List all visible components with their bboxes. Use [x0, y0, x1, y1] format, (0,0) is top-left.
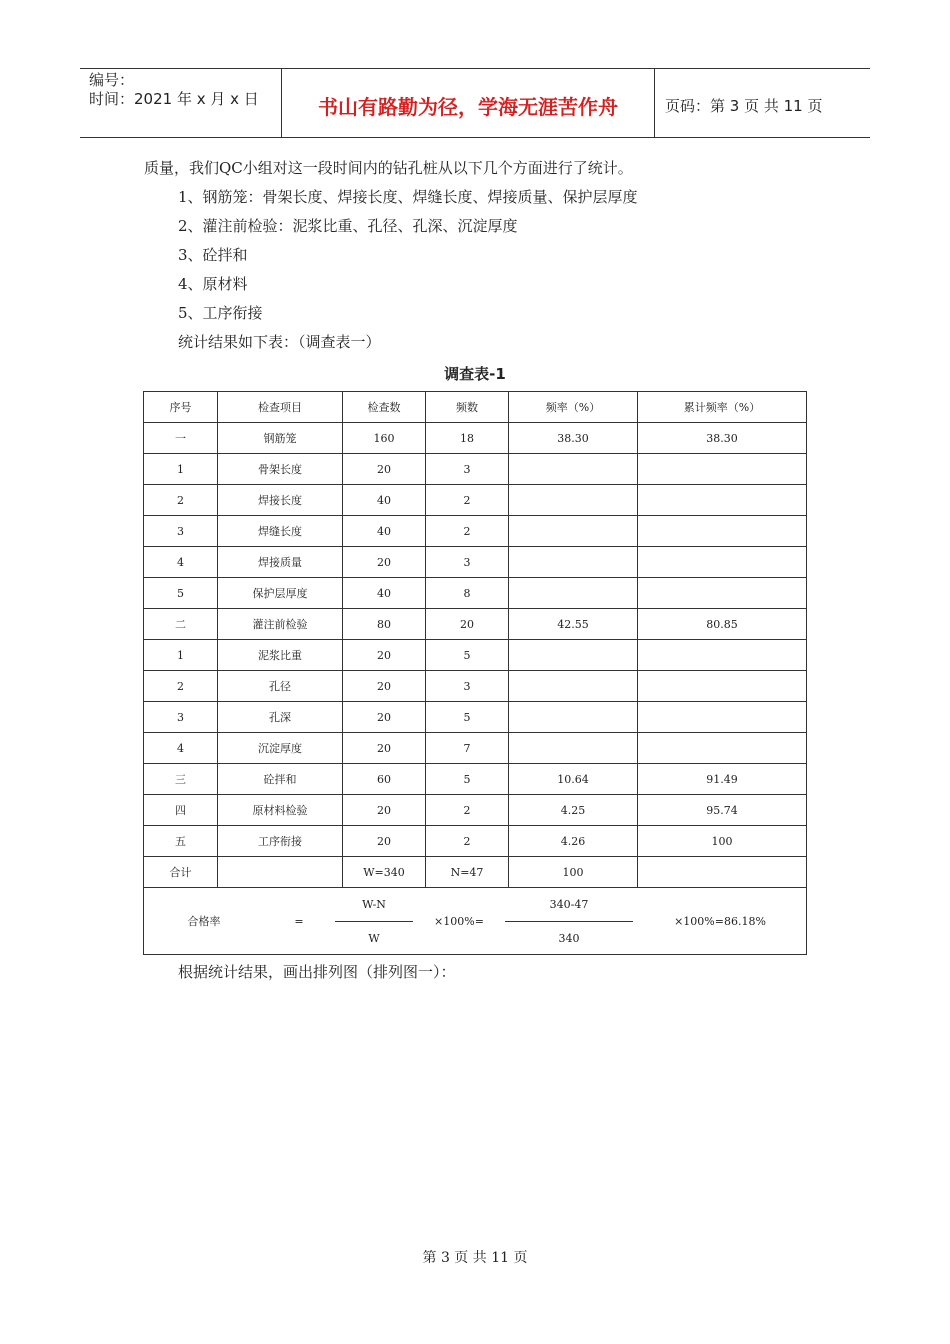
fraction-numerator: 340-47: [549, 897, 589, 911]
table-row: [144, 640, 807, 671]
cell-count: 60: [343, 764, 426, 795]
fraction-denominator: 340: [558, 931, 580, 945]
cell-index: 1: [144, 454, 218, 485]
header-page-info: 页码：第 3 页 共 11 页: [665, 96, 823, 115]
cell-frequency: 2: [426, 826, 509, 857]
cell-rate: [509, 702, 638, 733]
cell-count: 20: [343, 795, 426, 826]
cell-cumulative-rate: 38.30: [638, 423, 807, 454]
cell-frequency: N=47: [426, 857, 509, 888]
cell-item: 保护层厚度: [218, 578, 343, 609]
cell-index: 一: [144, 423, 218, 454]
fraction-formula: [334, 898, 414, 945]
paragraph: 质量，我们QC小组对这一段时间内的钻孔桩从以下几个方面进行了统计。: [144, 159, 633, 177]
paragraph: 1、钢筋笼：骨架长度、焊接长度、焊缝长度、焊接质量、保护层厚度: [178, 188, 638, 206]
cell-frequency: 18: [426, 423, 509, 454]
pass-rate-cell: [144, 888, 807, 955]
cell-item: 沉淀厚度: [218, 733, 343, 764]
cell-count: 20: [343, 454, 426, 485]
pass-rate-result: ×100%=86.18%: [674, 914, 766, 928]
col-header-frequency: 频数: [426, 392, 509, 423]
paragraph: 2、灌注前检验：泥浆比重、孔径、孔深、沉淀厚度: [178, 217, 518, 235]
cell-frequency: 3: [426, 547, 509, 578]
fraction-numerator: W-N: [362, 897, 386, 911]
paragraph: 5、工序衔接: [178, 304, 263, 322]
cell-rate: 42.55: [509, 609, 638, 640]
table-row: [144, 454, 807, 485]
table-row: [144, 857, 807, 888]
cell-index: 2: [144, 671, 218, 702]
cell-count: 160: [343, 423, 426, 454]
cell-item: 孔径: [218, 671, 343, 702]
cell-item: 泥浆比重: [218, 640, 343, 671]
table-row: [144, 733, 807, 764]
cell-frequency: 20: [426, 609, 509, 640]
table-row: [144, 671, 807, 702]
cell-item: 焊缝长度: [218, 516, 343, 547]
doc-number-label: 编号：: [89, 71, 135, 89]
cell-count: 20: [343, 640, 426, 671]
cell-frequency: 2: [426, 795, 509, 826]
cell-rate: 4.26: [509, 826, 638, 857]
cell-cumulative-rate: [638, 733, 807, 764]
cell-frequency: 5: [426, 764, 509, 795]
cell-frequency: 2: [426, 516, 509, 547]
cell-frequency: 3: [426, 454, 509, 485]
cell-index: 五: [144, 826, 218, 857]
cell-rate: [509, 547, 638, 578]
cell-cumulative-rate: [638, 578, 807, 609]
fraction-denominator: W: [368, 931, 380, 945]
table-row: [144, 702, 807, 733]
cell-cumulative-rate: [638, 702, 807, 733]
cell-index: 三: [144, 764, 218, 795]
cell-count: 20: [343, 547, 426, 578]
pass-rate-row: [144, 888, 807, 955]
cell-rate: [509, 485, 638, 516]
cell-cumulative-rate: 80.85: [638, 609, 807, 640]
paragraph: 4、原材料: [178, 275, 248, 293]
cell-item: 砼拌和: [218, 764, 343, 795]
cell-frequency: 3: [426, 671, 509, 702]
paragraph: 3、砼拌和: [178, 246, 248, 264]
cell-count: W=340: [343, 857, 426, 888]
cell-count: 40: [343, 516, 426, 547]
cell-index: 2: [144, 485, 218, 516]
table-row: [144, 609, 807, 640]
paragraph: 根据统计结果，画出排列图（排列图一）：: [178, 963, 456, 981]
cell-cumulative-rate: [638, 547, 807, 578]
cell-cumulative-rate: [638, 516, 807, 547]
cell-item: [218, 857, 343, 888]
table-row: [144, 578, 807, 609]
cell-index: 4: [144, 733, 218, 764]
cell-rate: [509, 516, 638, 547]
cell-item: 钢筋笼: [218, 423, 343, 454]
cell-item: 工序衔接: [218, 826, 343, 857]
pass-rate-label: 合格率: [187, 915, 221, 928]
cell-item: 焊接长度: [218, 485, 343, 516]
cell-index: 1: [144, 640, 218, 671]
col-header-index: 序号: [144, 392, 218, 423]
cell-frequency: 5: [426, 640, 509, 671]
cell-item: 孔深: [218, 702, 343, 733]
cell-rate: 38.30: [509, 423, 638, 454]
col-header-count: 检查数: [343, 392, 426, 423]
table-row: [144, 795, 807, 826]
col-header-rate: 频率（%）: [509, 392, 638, 423]
survey-table: [143, 391, 807, 955]
cell-count: 80: [343, 609, 426, 640]
page-footer: 第 3 页 共 11 页: [422, 1250, 528, 1266]
cell-cumulative-rate: 95.74: [638, 795, 807, 826]
cell-rate: [509, 733, 638, 764]
table-row: [144, 547, 807, 578]
cell-index: 四: [144, 795, 218, 826]
equals-sign: =: [294, 914, 304, 928]
cell-index: 3: [144, 702, 218, 733]
cell-count: 40: [343, 485, 426, 516]
doc-date: 时间：2021 年 x 月 x 日: [89, 90, 259, 108]
header-meta: [80, 69, 282, 137]
cell-count: 20: [343, 733, 426, 764]
cell-cumulative-rate: [638, 640, 807, 671]
cell-item: 骨架长度: [218, 454, 343, 485]
cell-count: 20: [343, 826, 426, 857]
cell-index: 合计: [144, 857, 218, 888]
cell-count: 40: [343, 578, 426, 609]
cell-index: 二: [144, 609, 218, 640]
cell-index: 3: [144, 516, 218, 547]
paragraph: 统计结果如下表：（调查表一）: [178, 333, 381, 351]
cell-count: 20: [343, 671, 426, 702]
cell-rate: [509, 578, 638, 609]
cell-cumulative-rate: [638, 857, 807, 888]
table-caption: 调查表-1: [444, 365, 506, 383]
cell-rate: 100: [509, 857, 638, 888]
header-motto: 书山有路勤为径，学海无涯苦作舟: [282, 69, 655, 137]
table-header-row: [144, 392, 807, 423]
cell-frequency: 2: [426, 485, 509, 516]
col-header-cumulative-rate: 累计频率（%）: [638, 392, 807, 423]
cell-cumulative-rate: [638, 454, 807, 485]
cell-index: 5: [144, 578, 218, 609]
page-header: [80, 68, 870, 138]
cell-count: 20: [343, 702, 426, 733]
cell-rate: [509, 671, 638, 702]
cell-item: 原材料检验: [218, 795, 343, 826]
cell-cumulative-rate: [638, 485, 807, 516]
pass-rate-formula: [144, 888, 806, 954]
cell-cumulative-rate: [638, 671, 807, 702]
cell-cumulative-rate: 91.49: [638, 764, 807, 795]
cell-rate: 10.64: [509, 764, 638, 795]
table-body: [144, 423, 807, 888]
fraction-values: [504, 898, 634, 945]
col-header-item: 检查项目: [218, 392, 343, 423]
multiplier-text: ×100%=: [434, 914, 484, 928]
table-row: [144, 485, 807, 516]
cell-frequency: 7: [426, 733, 509, 764]
cell-rate: [509, 640, 638, 671]
cell-item: 焊接质量: [218, 547, 343, 578]
cell-frequency: 5: [426, 702, 509, 733]
table-row: [144, 423, 807, 454]
cell-cumulative-rate: 100: [638, 826, 807, 857]
cell-rate: [509, 454, 638, 485]
table-row: [144, 826, 807, 857]
table-row: [144, 764, 807, 795]
table-row: [144, 516, 807, 547]
cell-index: 4: [144, 547, 218, 578]
cell-rate: 4.25: [509, 795, 638, 826]
cell-frequency: 8: [426, 578, 509, 609]
cell-item: 灌注前检验: [218, 609, 343, 640]
